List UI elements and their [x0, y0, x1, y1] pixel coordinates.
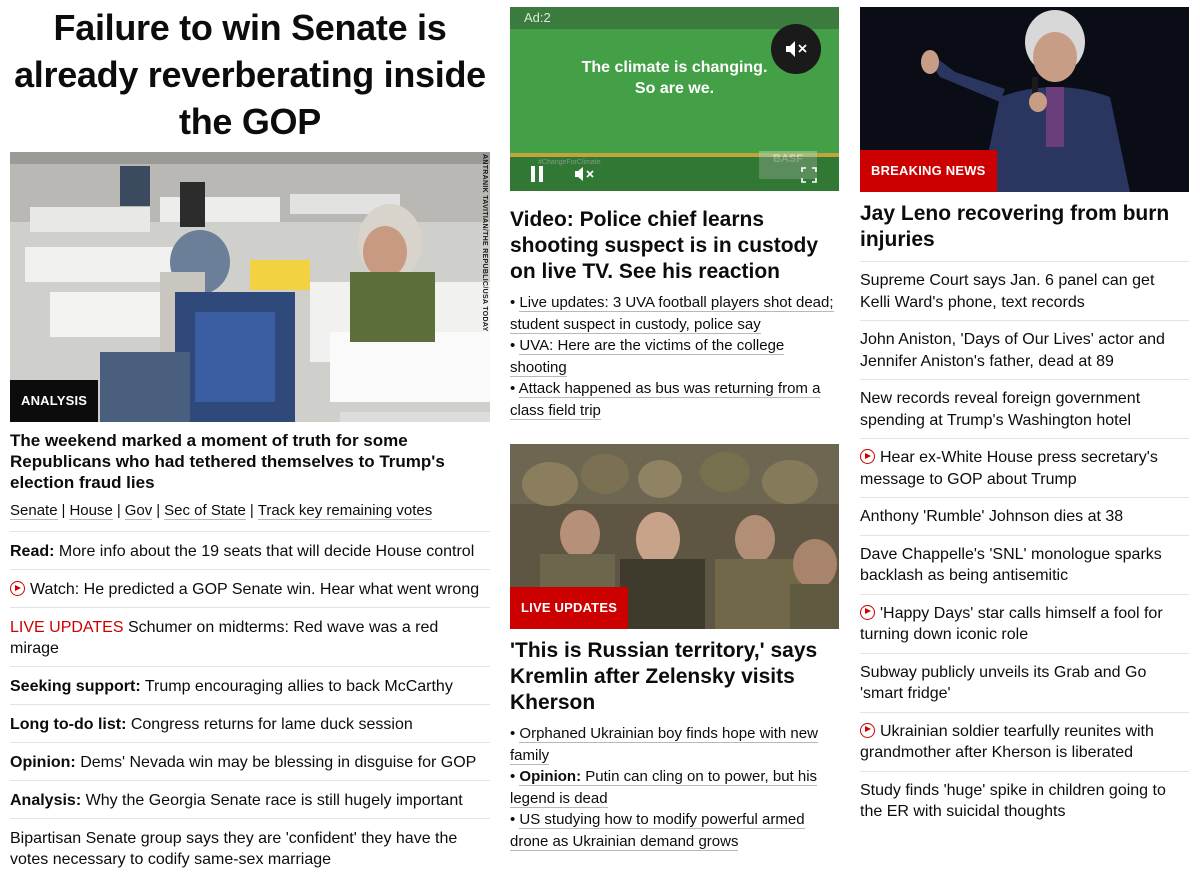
middle-column: [510, 0, 839, 852]
related-link[interactable]: Opinion: Putin can cling on to power, but his legend is dead: [510, 768, 818, 807]
play-icon: [860, 723, 875, 738]
list-item[interactable]: Supreme Court says Jan. 6 panel can get Kelli Ward's phone, text records: [860, 262, 1189, 321]
pause-icon[interactable]: [530, 166, 544, 182]
list-item[interactable]: Long to-do list: Congress returns for lame duck session: [10, 705, 490, 743]
lead-headline[interactable]: Failure to win Senate is already reverberating inside the GOP: [14, 7, 486, 142]
headline-list: [860, 262, 1189, 830]
list-item[interactable]: Bipartisan Senate group says they are 'confident' they have the votes necessary to codify same-sex marriage: [10, 830, 458, 868]
ad-brand-logo: BASF: [759, 151, 817, 179]
list-item[interactable]: Watch: He predicted a GOP Senate win. Hear what went wrong: [10, 570, 490, 608]
list-item[interactable]: Study finds 'huge' spike in children going to the ER with suicidal thoughts: [860, 781, 1166, 820]
video-related-links: • Live updates: 3 UVA football players shot dead; student suspect in custody, police say • UVA: Here are the victims of the college shooting • Attack happened as bus was returning from a class field trip: [510, 294, 834, 419]
related-link[interactable]: Live updates: 3 UVA football players shot dead; student suspect in custody, police say: [510, 294, 834, 333]
related-link[interactable]: US studying how to modify powerful armed drone as Ukrainian demand grows: [510, 811, 805, 850]
play-icon: [860, 605, 875, 620]
link-sec-of-state[interactable]: Sec of State: [164, 502, 246, 519]
link-gov[interactable]: Gov: [124, 502, 153, 519]
link-senate[interactable]: Senate: [10, 502, 58, 519]
list-item[interactable]: Hear ex-White House press secretary's message to GOP about Trump: [860, 439, 1189, 498]
link-house[interactable]: House: [69, 502, 113, 519]
list-item[interactable]: Subway publicly unveils its Grab and Go 'smart fridge': [860, 654, 1189, 713]
muted-speaker-icon: [785, 40, 809, 58]
link-track-votes[interactable]: Track key remaining votes: [257, 502, 433, 519]
related-link[interactable]: UVA: Here are the victims of the college shooting: [510, 337, 785, 376]
list-item[interactable]: Anthony 'Rumble' Johnson dies at 38: [860, 498, 1189, 536]
play-icon: [10, 581, 25, 596]
ad-hashtag: #ChangeForClimate: [538, 159, 601, 166]
live-updates-badge: LIVE UPDATES: [510, 587, 628, 629]
list-item[interactable]: New records reveal foreign government spending at Trump's Washington hotel: [860, 380, 1189, 439]
lead-story-column: [10, 0, 490, 877]
lead-related-list: [10, 532, 490, 877]
related-link[interactable]: Orphaned Ukrainian boy finds hope with new family: [510, 725, 818, 764]
right-column: [860, 0, 1189, 830]
jay-leno-image[interactable]: [860, 7, 1189, 192]
russia-related-links: • Orphaned Ukrainian boy finds hope with new family • Opinion: Putin can cling on to power, but his legend is dead • US studying how to modify powerful armed drone as Ukrainian demand grows: [510, 725, 818, 850]
breaking-news-badge: BREAKING NEWS: [860, 150, 997, 192]
zelensky-kherson-image[interactable]: [510, 444, 839, 629]
leno-headline[interactable]: Jay Leno recovering from burn injuries: [860, 201, 1189, 262]
list-item[interactable]: John Aniston, 'Days of Our Lives' actor and Jennifer Aniston's father, dead at 89: [860, 321, 1189, 380]
video-headline[interactable]: Video: Police chief learns shooting suspect is in custody on live TV. See his reaction: [510, 208, 819, 283]
video-ad[interactable]: [510, 7, 839, 191]
list-item[interactable]: Opinion: Dems' Nevada win may be blessing in disguise for GOP: [10, 743, 490, 781]
ad-label: Ad:2: [524, 10, 551, 25]
list-item[interactable]: Seeking support: Trump encouraging allies to back McCarthy: [10, 667, 490, 705]
lead-subheadline[interactable]: The weekend marked a moment of truth for some Republicans who had tethered themselves to Trump's election fraud lies: [10, 431, 445, 492]
ad-message: The climate is changing. So are we.: [581, 59, 768, 97]
live-updates-label: LIVE UPDATES: [10, 619, 124, 636]
photo-credit: ANTRANIK TAVITIAN/THE REPUBLIC/USA TODAY: [481, 154, 488, 332]
mute-toggle-button[interactable]: [771, 24, 821, 74]
ad-controls-bar: [510, 157, 839, 191]
muted-speaker-icon[interactable]: [574, 166, 598, 182]
analysis-badge: ANALYSIS: [10, 380, 98, 422]
list-item[interactable]: LIVE UPDATES Schumer on midterms: Red wave was a red mirage: [10, 608, 490, 667]
lead-story-image[interactable]: [10, 152, 490, 422]
list-item[interactable]: Analysis: Why the Georgia Senate race is still hugely important: [10, 781, 490, 819]
list-item[interactable]: 'Happy Days' star calls himself a fool for turning down iconic role: [860, 595, 1189, 654]
election-section-links: Senate | House | Gov | Sec of State | Track key remaining votes: [10, 501, 490, 532]
list-item[interactable]: Ukrainian soldier tearfully reunites with grandmother after Kherson is liberated: [860, 713, 1189, 772]
list-item[interactable]: Read: More info about the 19 seats that will decide House control: [10, 532, 490, 570]
fullscreen-icon[interactable]: [801, 167, 817, 183]
list-item[interactable]: Dave Chappelle's 'SNL' monologue sparks backlash as being antisemitic: [860, 536, 1189, 595]
play-icon: [860, 449, 875, 464]
related-link[interactable]: Attack happened as bus was returning from a class field trip: [510, 380, 821, 419]
russia-headline[interactable]: 'This is Russian territory,' says Kremlin after Zelensky visits Kherson: [510, 639, 818, 714]
